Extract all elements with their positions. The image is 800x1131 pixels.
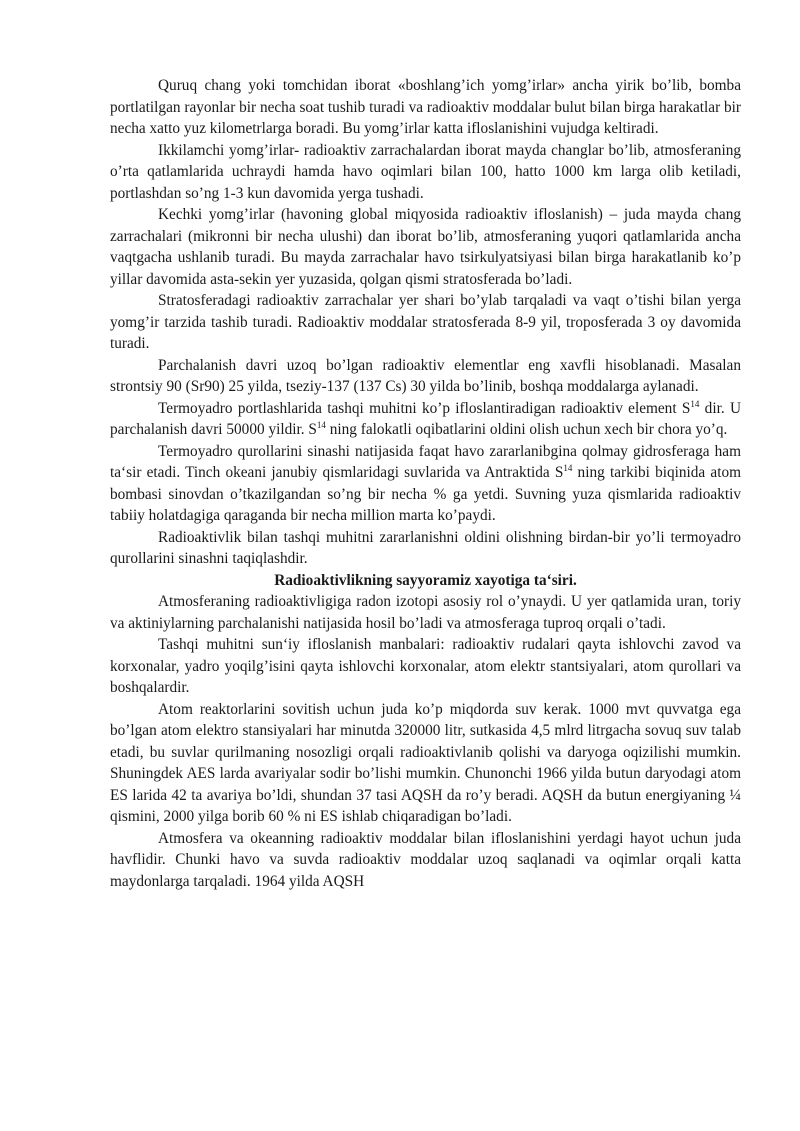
paragraph-atom-reaktorlari: Atom reaktorlarini sovitish uchun juda ko’p miqdorda suv kerak. 1000 mvt quvvatga ega bo’lgan atom elektro stansiyalari har minutda 320000 litr, sutkasida 4,5 mlrd litrgacha sovuq suv talab etadi, bu suvlar qurilmaning nosozligi orqali radioaktivlanib qolishi va daryoga oqizilishi mumkin. Shuningdek AES larda avariyalar sodir bo’lishi mumkin. Chunonchi 1966 yilda butun daryodagi atom ES larida 42 ta avariya bo’ldi, shundan 37 tasi AQSH da ro’y beradi. AQSH da butun energiyaning ¼ qismini, 2000 yilga borib 60 % ni ES ishlab chiqaradigan bo’ladi. xyxy=(110,700,741,825)
paragraph-boshlangich-yomgirlar: Quruq chang yoki tomchidan iborat «boshlang’ich yomg’irlar» ancha yirik bo’lib, bomba portlatilgan rayonlar bir necha soat tushib turadi va radioaktiv moddalar bulut bilan birga harakatlar bir necha xatto yuz kilometrlarga boradi. Bu yomg’irlar katta ifloslanishini vujudga keltiradi. xyxy=(110,77,741,137)
paragraph-atmosfera-okean: Atmosfera va okeanning radioaktiv moddalar bilan ifloslanishini yerdagi hayot uchun juda havflidir. Chunki havo va suvda radioaktiv moddalar uzoq saqlanadi va oqimlar orqali katta maydonlarga tarqaladi. 1964 yilda AQSH xyxy=(110,829,741,890)
text-part: Termoyadro qurollarini sinashi natijasida faqat havo zararlanibgina qolmay gidrosferaga ham ta‘sir etadi. Tinch okeani janubiy qismlaridagi suvlarida va Antraktida S xyxy=(110,442,741,481)
text-part: dir. U parchalanish davri 50000 yildir. S xyxy=(110,399,741,438)
text-part: ning tarkibi biqinida atom bombasi sinovdan o’tkazilgandan so’ng bir necha % ga yetdi. Suvning yuza qismlarida radioaktiv tabiiy holatdagiga qaraganda bir necha million marta ko’paydi. xyxy=(110,464,741,524)
text-part: ning falokatli oqibatlarini oldini olish uchun xech bir chora yo’q. xyxy=(325,421,728,438)
paragraph-ikkilamchi-yomgirlar: Ikkilamchi yomg’irlar- radioaktiv zarrachalardan iborat mayda changlar bo’lib, atmosferaning o’rta qatlamlarida uchraydi hamda havo oqimlari bilan 100, hatto 1000 km larga olib ketiladi, portlashdan so’ng 1-3 kun davomida yerga tushadi. xyxy=(110,141,741,202)
section-heading: Radioaktivlikning sayyoramiz xayotiga ta‘siri. xyxy=(274,571,577,589)
paragraph-termoyadro-portlashlar xyxy=(110,398,741,441)
paragraph-taqiqlash: Radioaktivlik bilan tashqi muhitni zararlanishni oldini olishning birdan-bir yo’li termoyadro qurollarini sinashni taqiqlashdir. xyxy=(110,528,741,567)
paragraph-termoyadro-sinash xyxy=(110,441,741,527)
paragraph-stratosfera: Stratosferadagi radioaktiv zarrachalar yer shari bo’ylab tarqaladi va vaqt o’tishi bilan yerga yomg’ir tarzida tashib turadi. Radioaktiv moddalar stratosferada 8-9 yil, troposferada 3 oy davomida turadi. xyxy=(110,292,741,352)
document-page xyxy=(110,75,741,892)
superscript: 14 xyxy=(563,462,573,473)
paragraph-kechki-yomgirlar: Kechki yomg’irlar (havoning global miqyosida radioaktiv ifloslanish) – juda mayda chang zarrachalari (mikronni bir necha ulushi) dan iborat bo’lib, atmosferaning yuqori qatlamlarida ancha vaqtgacha ushlanib turadi. Bu mayda zarrachalar havo tsirkulyatsiyasi bilan birga harakatlanib ko’p yillar davomida asta-sekin yer yuzasida, qolgan qismi stratosferada bo’ladi. xyxy=(110,206,741,288)
paragraph-radon: Atmosferaning radioaktivligiga radon izotopi asosiy rol o’ynaydi. U yer qatlamida uran, toriy va aktiniylarning parchalanishi natijasida hosil bo’ladi va atmosferaga tuproq orqali o’tadi. xyxy=(110,593,741,632)
text-part: Termoyadro portlashlarida tashqi muhitni ko’p ifloslantiradigan radioaktiv element S xyxy=(158,399,691,417)
superscript: 14 xyxy=(690,398,700,409)
paragraph-ifloslanish-manbalari: Tashqi muhitni sun‘iy ifloslanish manbalari: radioaktiv rudalari qayta ishlovchi zavod va korxonalar, yadro yoqilg’isini qayta ishlovchi korxonalar, atom elektr stantsiyalari, atom qurollari va boshqalardir. xyxy=(110,636,741,696)
paragraph-parchalanish-davri: Parchalanish davri uzoq bo’lgan radioaktiv elementlar eng xavfli hisoblanadi. Masalan strontsiy 90 (Sr90) 25 yilda, tseziy-137 (137 Cs) 30 yilda bo’linib, boshqa moddalarga aylanadi. xyxy=(110,356,741,395)
superscript: 14 xyxy=(316,419,326,430)
